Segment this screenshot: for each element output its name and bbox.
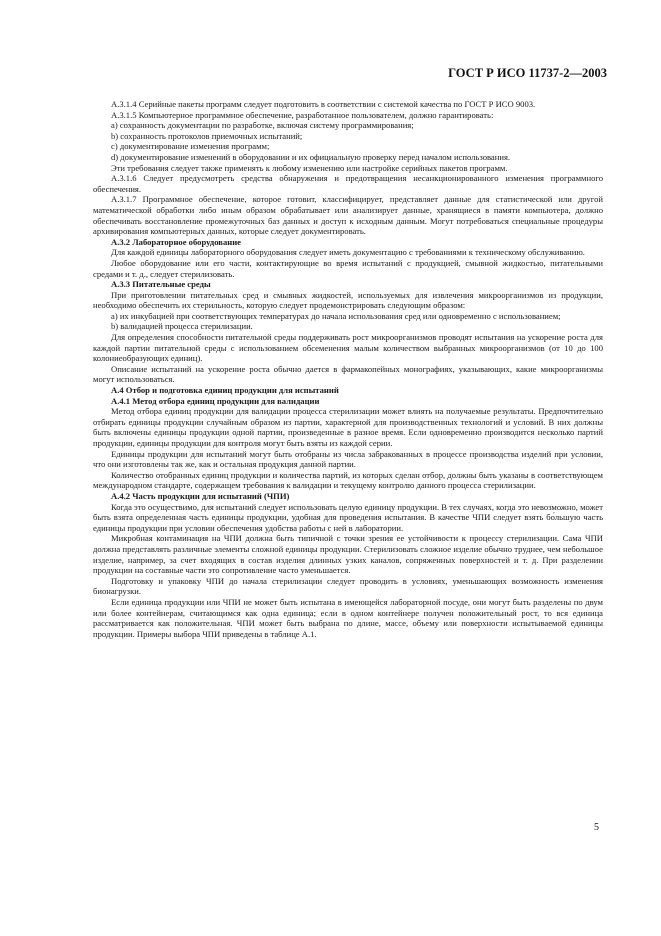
paragraph: Когда это осуществимо, для испытаний следует использовать целую единицу продукции. В тех случаях, когда это невозможно, может быть взята определенная часть единицы продукции, удобная для проведения испытания. В качестве ЧПИ следует взять бо́льшую часть единицы продукции при условии обеспечения удобства работы с ней в лаборатории. (93, 501, 603, 533)
page-number: 5 (594, 822, 599, 833)
standard-header: ГОСТ Р ИСО 11737-2—2003 (448, 66, 607, 80)
section-heading: А.4.1 Метод отбора единиц продукции для валидации (111, 395, 320, 406)
paragraph: Единицы продукции для испытаний могут быть отобраны из числа забракованных в процессе производства изделий при условии, что они изготовлены так же, как и остальная продукция данной партии. (93, 448, 603, 470)
paragraph: b) валидацией процесса стерилизации. (111, 321, 253, 332)
paragraph: Метод отбора единиц продукции для валидации процесса стерилизации может влиять на получаемые результаты. Предпочтительно отбирать единицы продукции случайным образом из партии, характерной для производственных технологий и условий. В них должны быть включены единицы продукции одной партии, произведенные в разное время. Если одновременно производится несколько партий продукции, единицы продукции для контроля могут быть взяты из каждой серии. (93, 406, 603, 448)
paragraph: А.3.1.6 Следует предусмотреть средства обнаружения и предотвращения несанкционированного изменения программного обеспечения. (93, 173, 603, 194)
paragraph: Если единица продукции или ЧПИ не может быть испытана в имеющейся лабораторной посуде, они могут быть разделены по двум или более контейнерам, считающимся как одна единица; если в одном контейнере получен положительный рост, то вся единица рассматривается как положительная. ЧПИ может быть выбрана по длине, массе, объему или поверхности испытываемой единицы продукции. Примеры выбора ЧПИ приведены в таблице А.1. (93, 596, 603, 639)
paragraph: При приготовлении питательных сред и смывных жидкостей, используемых для извлечения микроорганизмов из продукции, необходимо обеспечить их стерильность, которую следует продемонстрировать следующим образом: (93, 289, 603, 311)
paragraph: Эти требования следует также применять к любому изменению или настройке серийных пакетов программ. (111, 162, 508, 173)
paragraph: А.3.1.4 Серийные пакеты программ следует подготовить в соответствии с системой качества по ГОСТ Р ИСО 9003. (111, 99, 536, 109)
paragraph: Количество отобранных единиц продукции и количества партий, из которых сделан отбор, должны быть указаны в соответствующем международном стандарте, содержащем требования к валидации и текущему контролю данного процесса стерилизации. (93, 469, 603, 491)
body-text (93, 99, 603, 639)
paragraph: Подготовку и упаковку ЧПИ до начала стерилизации следует проводить в условиях, уменьшающих возможность изменения бионагрузки. (93, 575, 603, 597)
section-heading: А.3.3 Питательные среды (111, 279, 211, 290)
paragraph: d) документирование изменений в оборудовании и их официальную проверку перед началом использования. (111, 151, 511, 162)
paragraph: а) их инкубацией при соответствующих температурах до начала использования сред или одновременно с использованием; (111, 310, 561, 321)
section-heading: А.4.2 Часть продукции для испытаний (ЧПИ) (111, 490, 290, 501)
paragraph: Микробная контаминация на ЧПИ должна быть типичной с точки зрения ее устойчивости к процессу стерилизации. Сама ЧПИ должна представлять различные элементы сложной единицы продукции. Стерилизовать сложное изделие обычно труднее, чем небольшое изделие, например, за счет входящих в состав изделия длинных узких каналов, сопряженных поверхностей и т. д. При разделении продукции на составные части это сопротивление часто уменьшается. (93, 533, 603, 576)
paragraph: А.3.1.5 Компьютерное программное обеспечение, разработанное пользователем, должно гарантировать: (111, 109, 494, 120)
section-heading: А.4 Отбор и подготовка единиц продукции для испытаний (111, 385, 339, 396)
paragraph: Любое оборудование или его части, контактирующие во время испытаний с продукцией, смывной жидкостью, питательными средами и т. д., следует стерилизовать. (93, 257, 603, 279)
paragraph: Для каждой единицы лабораторного оборудования следует иметь документацию с требованиями к техническому обслуживанию. (111, 247, 585, 258)
paragraph: Описание испытаний на ускорение роста обычно дается в фармакопейных монографиях, указывающих, какие микроорганизмы могут использоваться. (93, 363, 603, 385)
paragraph: Для определения способности питательной среды поддерживать рост микроорганизмов проводят испытания на ускорение роста для каждой партии питательной среды с использованием обсеменения малым количеством выбранных микроорганизмов (от 10 до 100 колониеобразующих единиц). (93, 332, 603, 364)
paragraph: с) документирование изменения программ; (111, 141, 270, 152)
paragraph: А.3.1.7 Программное обеспечение, которое готовит, классифицирует, представляет данные для статистической или другой математической обработки либо иным образом обрабатывает или анализирует данные, хранящиеся в памяти компьютера, должно обеспечивать восстановление промежуточных баз данных и доступ к исходным данным. Могут потребоваться специальные процедуры архивирования компьютерных данных, которые следует документировать. (93, 194, 603, 237)
paragraph: а) сохранность документации по разработке, включая систему программирования; (111, 120, 414, 131)
paragraph: b) сохранность протоколов приемочных испытаний; (111, 130, 303, 141)
section-heading: А.3.2 Лабораторное оборудование (111, 236, 241, 247)
